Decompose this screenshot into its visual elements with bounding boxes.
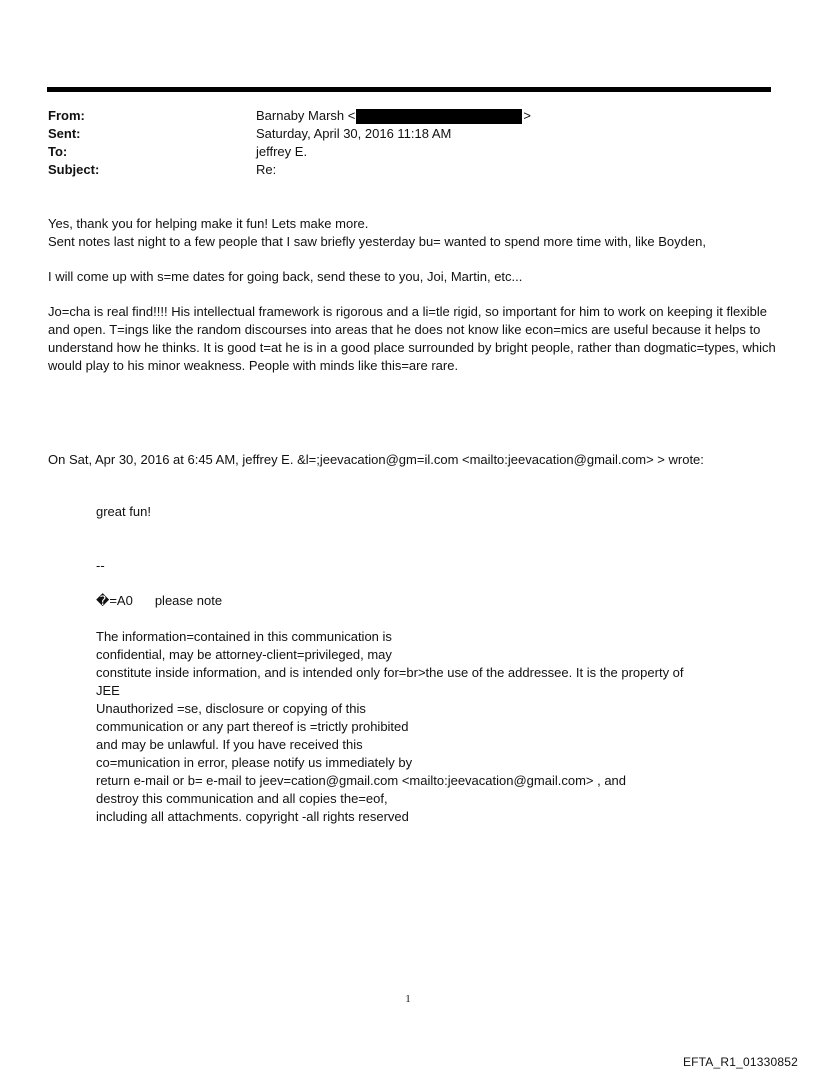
subject-value: Re: [256, 162, 277, 177]
to-value: jeffrey E. [256, 144, 308, 159]
from-label: From: [48, 108, 85, 123]
sent-row [48, 125, 748, 143]
signature-separator [96, 557, 776, 575]
disclaimer-line: return e-mail or b= e-mail to jeev=cation@gmail.com <mailto:jeevacation@gmail.com> , and [96, 773, 627, 788]
disclaimer-line: Unauthorized =se, disclosure or copying of this [96, 701, 366, 716]
disclaimer-line: The information=contained in this communication is [96, 629, 392, 644]
page-number: 1 [405, 993, 411, 1005]
redacted-email-block [356, 109, 522, 124]
subject-label: Subject: [48, 162, 100, 177]
body-paragraph: Sent notes last night to a few people that I saw briefly yesterday bu= wanted to spend more time with, like Boyden, [48, 234, 706, 249]
please-note-line [96, 592, 776, 610]
disclaimer-line: constitute inside information, and is intended only for=br>the use of the addressee. It is the property of [96, 665, 684, 680]
sent-value: Saturday, April 30, 2016 11:18 AM [256, 126, 452, 141]
replacement-char-icon: �=A0 [96, 593, 133, 608]
quoted-greeting [96, 503, 776, 521]
body-paragraph: Jo=cha is real find!!!! His intellectual framework is rigorous and a li=tle rigid, so important for him to work on keeping it flexible and open. T=ings like the random discourses into areas that he does not know like econ=mics are useful because it helps to understand how he thinks. It is good t=at he is in a good place surrounded by bright people, rather than dogmatic=types, which would play to his minor weakness. People with minds like this=are rare. [48, 304, 776, 373]
to-label: To: [48, 144, 68, 159]
quote-attribution: On Sat, Apr 30, 2016 at 6:45 AM, jeffrey E. &l=;jeevacation@gm=il.com <mailto:jeevacation@gmail.com> > wrote: [48, 452, 704, 467]
from-close-bracket: > [523, 108, 531, 123]
disclaimer-line: including all attachments. copyright -all rights reserved [96, 809, 409, 824]
body-paragraph: I will come up with s=me dates for going back, send these to you, Joi, Martin, etc... [48, 269, 523, 284]
message-body [48, 215, 778, 375]
disclaimer-line: destroy this communication and all copies the=eof, [96, 791, 388, 806]
disclaimer-line: and may be unlawful. If you have received this [96, 737, 363, 752]
from-name: Barnaby Marsh < [256, 108, 356, 123]
from-row [48, 107, 748, 125]
signature-dashes: -- [96, 558, 105, 573]
subject-row [48, 161, 748, 179]
body-paragraph: Yes, thank you for helping make it fun! Lets make more. [48, 216, 369, 231]
quoted-greeting-text: great fun! [96, 504, 151, 519]
to-row [48, 143, 748, 161]
document-id: EFTA_R1_01330852 [682, 1055, 798, 1069]
confidentiality-disclaimer [96, 628, 776, 826]
from-value [256, 107, 748, 125]
disclaimer-line: communication or any part thereof is =trictly prohibited [96, 719, 409, 734]
please-note-label: please note [154, 593, 223, 608]
disclaimer-line: JEE [96, 683, 120, 698]
disclaimer-line: confidential, may be attorney-client=privileged, may [96, 647, 392, 662]
email-header [48, 107, 748, 179]
disclaimer-line: co=munication in error, please notify us immediately by [96, 755, 413, 770]
sent-label: Sent: [48, 126, 81, 141]
header-rule [47, 87, 771, 92]
